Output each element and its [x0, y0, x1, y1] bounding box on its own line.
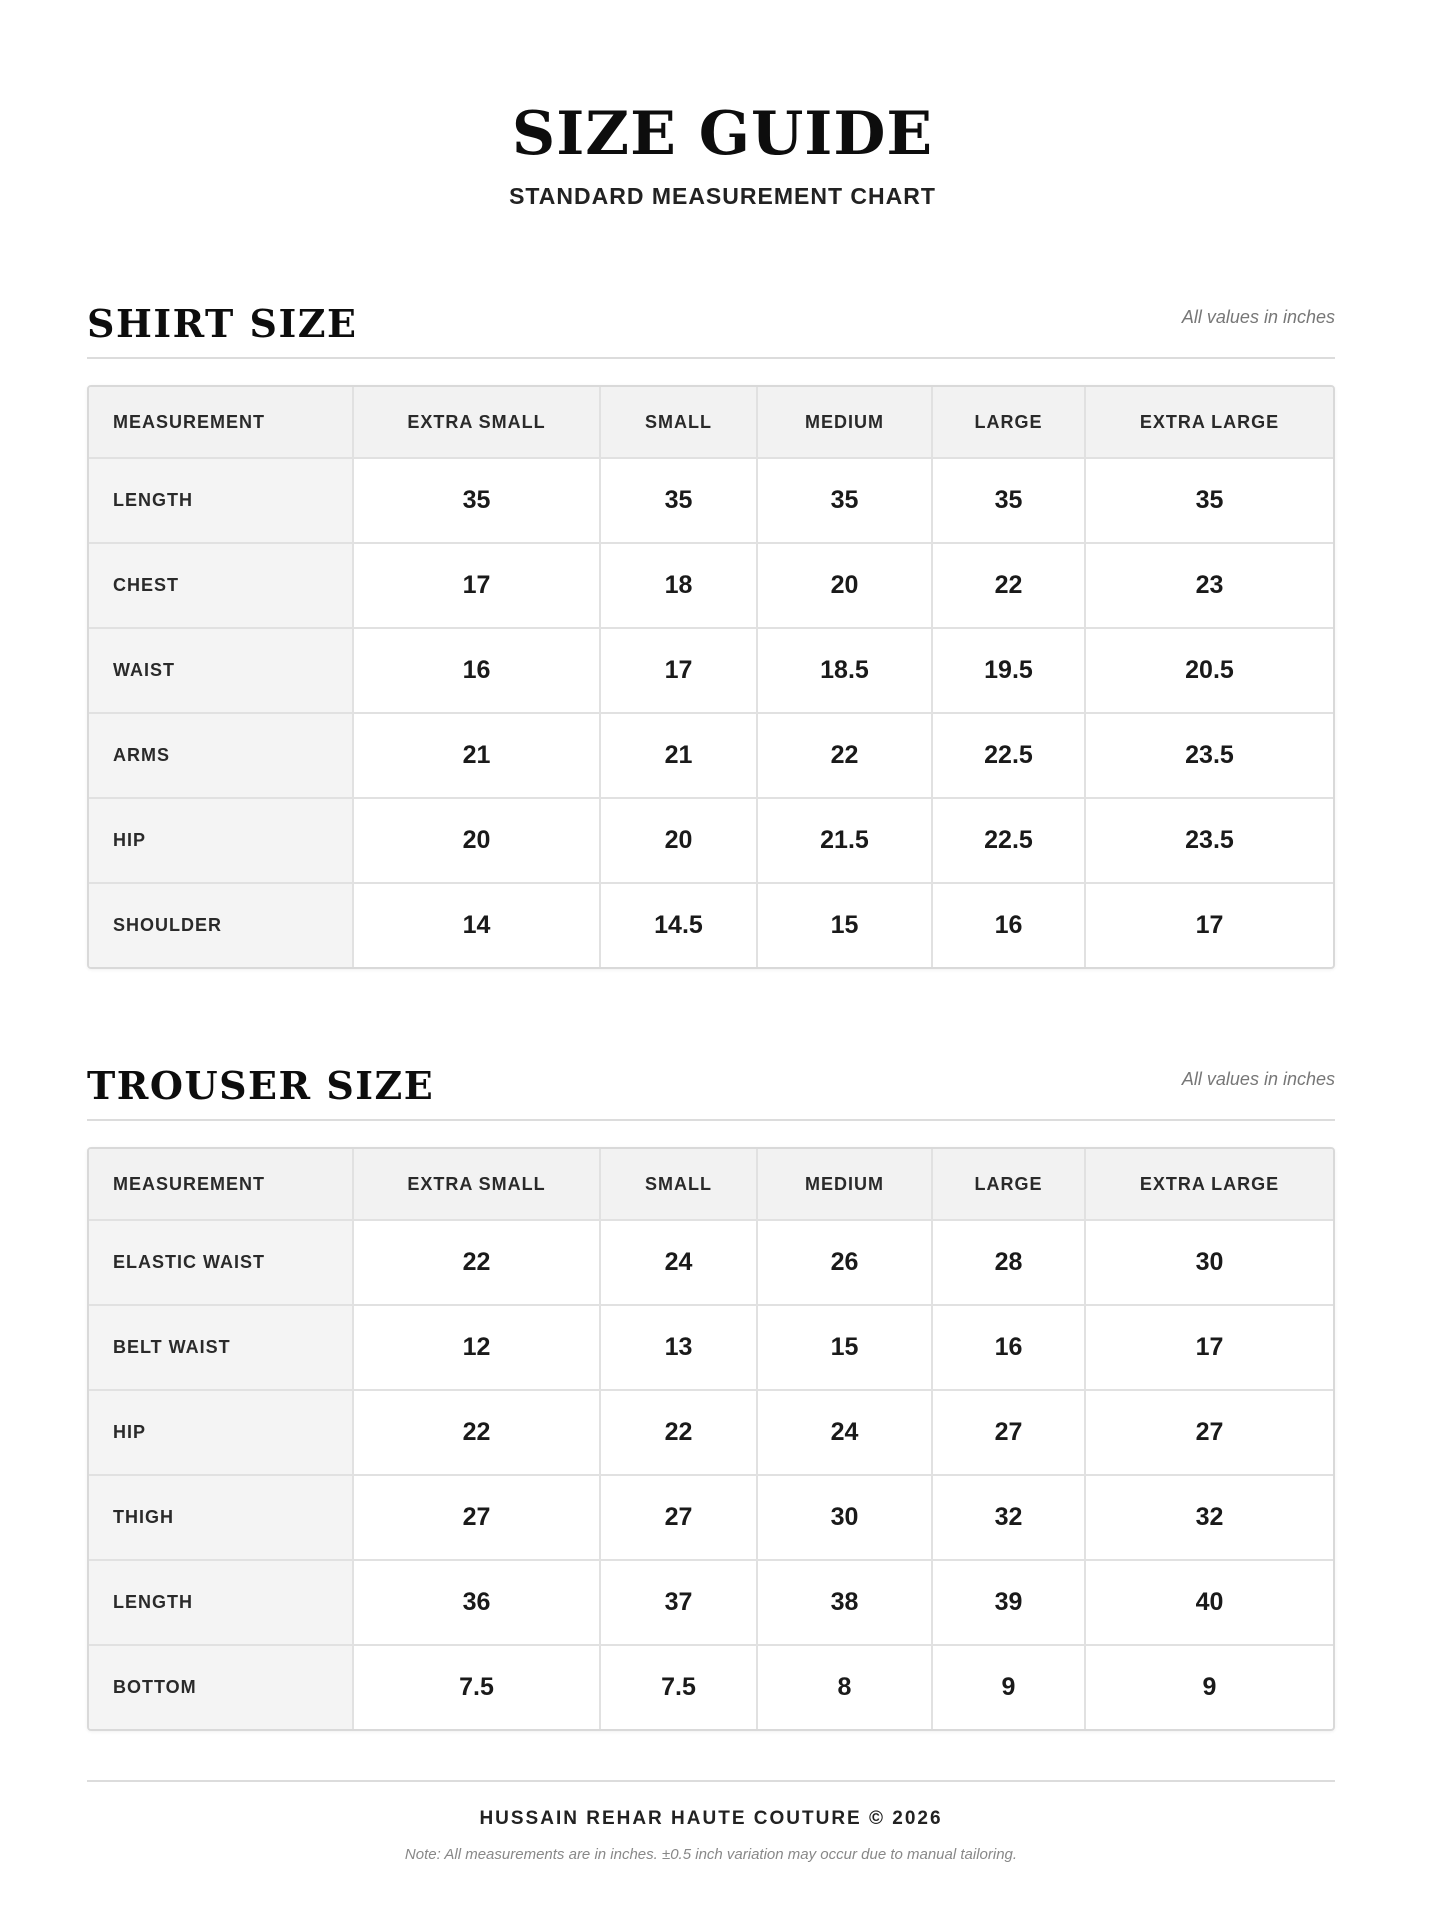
table-cell: 16 [932, 1305, 1085, 1390]
table-cell: 36 [353, 1560, 600, 1645]
trouser-size-section [87, 1059, 1335, 1731]
row-label: WAIST [89, 628, 353, 713]
table-cell: 7.5 [600, 1645, 757, 1729]
table-cell: 16 [353, 628, 600, 713]
row-label: SHOULDER [89, 883, 353, 967]
table-cell: 22.5 [932, 798, 1085, 883]
table-cell: 15 [757, 1305, 932, 1390]
column-header-measurement: MEASUREMENT [89, 1149, 353, 1220]
column-header-size: SMALL [600, 1149, 757, 1220]
table-cell: 22 [353, 1390, 600, 1475]
table-cell: 30 [1085, 1220, 1333, 1305]
shirt-section-header [87, 297, 1335, 359]
table-row [89, 1645, 1333, 1729]
row-label: HIP [89, 798, 353, 883]
footer-note: Note: All measurements are in inches. ±0.5 inch variation may occur due to manual tailoring. [404, 1846, 1018, 1863]
table-cell: 21 [353, 713, 600, 798]
row-label: BELT WAIST [89, 1305, 353, 1390]
table-cell: 22.5 [932, 713, 1085, 798]
row-label: CHEST [89, 543, 353, 628]
column-header-size: LARGE [932, 1149, 1085, 1220]
trouser-size-table [89, 1149, 1333, 1729]
table-cell: 27 [600, 1475, 757, 1560]
table-cell: 23 [1085, 543, 1333, 628]
table-cell: 39 [932, 1560, 1085, 1645]
brand-copyright: HUSSAIN REHAR HAUTE COUTURE © 2026 [479, 1808, 943, 1829]
row-label: BOTTOM [89, 1645, 353, 1729]
table-cell: 22 [757, 713, 932, 798]
table-row [89, 883, 1333, 967]
table-row [89, 798, 1333, 883]
table-row [89, 1560, 1333, 1645]
table-cell: 22 [600, 1390, 757, 1475]
column-header-size: EXTRA SMALL [353, 387, 600, 458]
table-cell: 15 [757, 883, 932, 967]
column-header-size: MEDIUM [757, 387, 932, 458]
table-cell: 21.5 [757, 798, 932, 883]
table-cell: 27 [353, 1475, 600, 1560]
table-cell: 8 [757, 1645, 932, 1729]
shirt-size-table-wrapper [87, 385, 1335, 969]
row-label: LENGTH [89, 458, 353, 543]
trouser-units-note: All values in inches [1181, 1069, 1335, 1089]
table-cell: 35 [932, 458, 1085, 543]
table-row [89, 1390, 1333, 1475]
row-label: THIGH [89, 1475, 353, 1560]
table-cell: 20 [353, 798, 600, 883]
table-cell: 14 [353, 883, 600, 967]
table-cell: 38 [757, 1560, 932, 1645]
column-header-size: EXTRA SMALL [353, 1149, 600, 1220]
table-cell: 16 [932, 883, 1085, 967]
table-cell: 26 [757, 1220, 932, 1305]
table-cell: 35 [757, 458, 932, 543]
table-cell: 40 [1085, 1560, 1333, 1645]
trouser-size-table-wrapper [87, 1147, 1335, 1731]
table-row [89, 458, 1333, 543]
table-row [89, 543, 1333, 628]
table-cell: 21 [600, 713, 757, 798]
shirt-size-table [89, 387, 1333, 967]
table-cell: 19.5 [932, 628, 1085, 713]
column-header-size: EXTRA LARGE [1085, 387, 1333, 458]
table-cell: 30 [757, 1475, 932, 1560]
table-cell: 7.5 [353, 1645, 600, 1729]
table-cell: 18 [600, 543, 757, 628]
page-subtitle: STANDARD MEASUREMENT CHART [509, 183, 936, 209]
table-cell: 17 [353, 543, 600, 628]
column-header-size: MEDIUM [757, 1149, 932, 1220]
table-row [89, 1305, 1333, 1390]
table-cell: 9 [932, 1645, 1085, 1729]
row-label: LENGTH [89, 1560, 353, 1645]
page-footer [87, 1780, 1335, 1863]
table-cell: 35 [1085, 458, 1333, 543]
shirt-size-section [87, 297, 1335, 969]
table-cell: 23.5 [1085, 713, 1333, 798]
table-cell: 35 [353, 458, 600, 543]
table-cell: 22 [932, 543, 1085, 628]
column-header-size: SMALL [600, 387, 757, 458]
table-cell: 20 [757, 543, 932, 628]
table-row [89, 1475, 1333, 1560]
table-row [89, 628, 1333, 713]
table-header-row [89, 387, 1333, 458]
table-cell: 24 [757, 1390, 932, 1475]
row-label: ARMS [89, 713, 353, 798]
table-row [89, 713, 1333, 798]
table-cell: 14.5 [600, 883, 757, 967]
table-cell: 35 [600, 458, 757, 543]
table-cell: 9 [1085, 1645, 1333, 1729]
table-cell: 27 [1085, 1390, 1333, 1475]
table-cell: 28 [932, 1220, 1085, 1305]
column-header-size: LARGE [932, 387, 1085, 458]
table-cell: 37 [600, 1560, 757, 1645]
table-cell: 20 [600, 798, 757, 883]
table-cell: 22 [353, 1220, 600, 1305]
trouser-section-header [87, 1059, 1335, 1121]
table-cell: 20.5 [1085, 628, 1333, 713]
table-cell: 17 [1085, 883, 1333, 967]
row-label: HIP [89, 1390, 353, 1475]
table-cell: 12 [353, 1305, 600, 1390]
shirt-units-note: All values in inches [1181, 307, 1335, 327]
table-cell: 27 [932, 1390, 1085, 1475]
table-cell: 17 [1085, 1305, 1333, 1390]
column-header-measurement: MEASUREMENT [89, 387, 353, 458]
table-cell: 13 [600, 1305, 757, 1390]
table-cell: 18.5 [757, 628, 932, 713]
trouser-section-title: TROUSER SIZE [87, 1063, 435, 1108]
column-header-size: EXTRA LARGE [1085, 1149, 1333, 1220]
table-cell: 32 [932, 1475, 1085, 1560]
table-row [89, 1220, 1333, 1305]
page-title: SIZE GUIDE [511, 99, 934, 169]
table-header-row [89, 1149, 1333, 1220]
table-cell: 23.5 [1085, 798, 1333, 883]
page-header [0, 100, 1445, 210]
table-cell: 24 [600, 1220, 757, 1305]
shirt-section-title: SHIRT SIZE [87, 301, 358, 346]
row-label: ELASTIC WAIST [89, 1220, 353, 1305]
table-cell: 17 [600, 628, 757, 713]
table-cell: 32 [1085, 1475, 1333, 1560]
